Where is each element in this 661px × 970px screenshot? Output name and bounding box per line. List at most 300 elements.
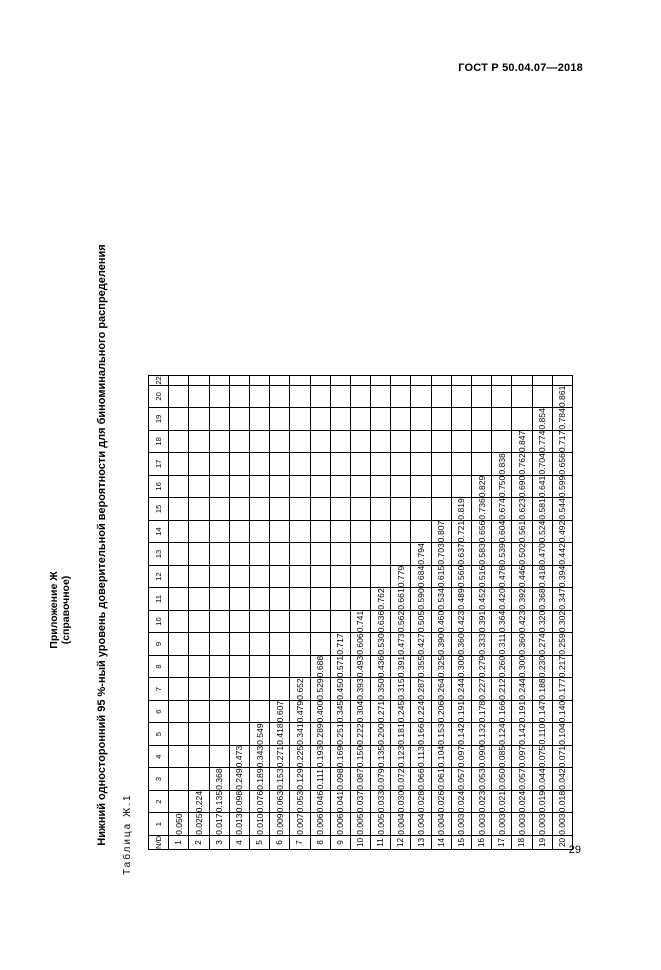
table-cell: 0.690 — [512, 475, 532, 498]
table-row — [512, 376, 532, 850]
table-cell — [290, 475, 310, 498]
table-cell: 0.224 — [189, 790, 209, 813]
table-cell — [189, 768, 209, 791]
table-cell: 0.113 — [411, 745, 431, 768]
table-cell — [451, 453, 471, 476]
column-header: 18 — [149, 430, 169, 453]
table-cell — [209, 610, 229, 633]
table-cell — [512, 376, 532, 385]
table-cell: 0.420 — [492, 588, 512, 611]
table-cell — [431, 430, 451, 453]
table-cell — [169, 498, 189, 521]
table-cell: 0.479 — [290, 700, 310, 723]
table-cell: 0.390 — [431, 633, 451, 656]
table-cell — [169, 408, 189, 431]
table-cell — [451, 376, 471, 385]
table-cell: 0.341 — [290, 723, 310, 746]
table-cell: 0.153 — [431, 723, 451, 746]
page-number: 29 — [568, 844, 581, 856]
table-label: Таблица Ж.1 — [122, 793, 133, 875]
table-cell: 0.774 — [532, 430, 552, 453]
table-cell: 0.189 — [249, 768, 269, 791]
table-cell: 0.098 — [229, 790, 249, 813]
table-cell — [169, 453, 189, 476]
table-cell: 0.140 — [552, 700, 572, 723]
table-cell — [209, 475, 229, 498]
table-cell: 0.019 — [532, 790, 552, 813]
table-cell: 0.360 — [512, 633, 532, 656]
row-header: 4 — [229, 835, 249, 849]
table-cell: 0.104 — [431, 745, 451, 768]
table-cell: 0.391 — [391, 655, 411, 678]
table-cell: 0.581 — [532, 498, 552, 521]
table-cell: 0.741 — [350, 610, 370, 633]
column-header: 22 — [149, 376, 169, 385]
table-cell: 0.007 — [290, 813, 310, 836]
table-cell — [371, 498, 391, 521]
table-cell: 0.072 — [391, 768, 411, 791]
table-cell — [189, 723, 209, 746]
table-cell — [189, 543, 209, 566]
table-row — [371, 376, 391, 850]
table-cell — [270, 565, 290, 588]
table-cell — [189, 655, 209, 678]
table-cell — [249, 543, 269, 566]
appendix-subtitle: (справочное) — [60, 575, 72, 645]
row-header: 20 — [552, 835, 572, 849]
table-cell — [270, 543, 290, 566]
table-cell — [270, 610, 290, 633]
table-cell — [169, 588, 189, 611]
table-cell — [189, 475, 209, 498]
table-cell: 0.493 — [350, 655, 370, 678]
table-cell: 0.026 — [431, 790, 451, 813]
table-cell: 0.604 — [492, 520, 512, 543]
table-cell — [249, 475, 269, 498]
table-cell — [189, 520, 209, 543]
table-cell — [169, 768, 189, 791]
table-cell — [350, 385, 370, 408]
table-cell: 0.717 — [552, 430, 572, 453]
row-header: 18 — [512, 835, 532, 849]
table-cell: 0.025 — [189, 813, 209, 836]
table-cell — [209, 385, 229, 408]
table-cell: 0.473 — [391, 633, 411, 656]
column-header: 15 — [149, 498, 169, 521]
table-cell: 0.571 — [330, 655, 350, 678]
table-cell — [189, 633, 209, 656]
table-cell: 0.854 — [532, 408, 552, 431]
table-cell — [411, 520, 431, 543]
table-cell — [169, 610, 189, 633]
table-cell — [472, 385, 492, 408]
table-cell: 0.271 — [270, 745, 290, 768]
table-cell — [229, 453, 249, 476]
table-cell — [532, 385, 552, 408]
column-header: 5 — [149, 723, 169, 746]
table-cell: 0.005 — [371, 813, 391, 836]
table-cell — [512, 408, 532, 431]
table-cell — [189, 453, 209, 476]
table-cell — [330, 430, 350, 453]
table-cell: 0.050 — [492, 768, 512, 791]
table-cell — [411, 498, 431, 521]
table-cell: 0.147 — [532, 700, 552, 723]
table-cell: 0.037 — [350, 790, 370, 813]
table-cell: 0.003 — [552, 813, 572, 836]
row-header: 8 — [310, 835, 330, 849]
row-header: 2 — [189, 835, 209, 849]
table-cell — [189, 678, 209, 701]
table-cell: 0.033 — [371, 790, 391, 813]
table-body — [169, 376, 573, 850]
table-row — [270, 376, 290, 850]
column-header: 11 — [149, 588, 169, 611]
table-cell — [411, 385, 431, 408]
table-cell: 0.418 — [532, 565, 552, 588]
table-cell: 0.304 — [350, 700, 370, 723]
table-cell — [270, 385, 290, 408]
table-cell — [229, 655, 249, 678]
table-cell: 0.053 — [290, 790, 310, 813]
table-row — [229, 376, 249, 850]
table-cell — [169, 385, 189, 408]
row-header: 3 — [209, 835, 229, 849]
table-cell — [249, 498, 269, 521]
table-row — [169, 376, 189, 850]
table-cell: 0.191 — [512, 700, 532, 723]
table-cell: 0.053 — [472, 768, 492, 791]
table-cell: 0.150 — [350, 745, 370, 768]
table-cell — [290, 610, 310, 633]
table-cell: 0.006 — [310, 813, 330, 836]
table-cell — [330, 453, 350, 476]
table-cell: 0.153 — [270, 768, 290, 791]
table-cell: 0.391 — [472, 610, 492, 633]
standard-code: ГОСТ Р 50.04.07—2018 — [458, 62, 583, 74]
table-cell — [229, 430, 249, 453]
table-cell: 0.181 — [391, 723, 411, 746]
table-cell — [431, 385, 451, 408]
table-cell — [350, 498, 370, 521]
table-cell — [411, 475, 431, 498]
table-cell — [371, 453, 391, 476]
table-cell: 0.560 — [451, 565, 471, 588]
row-header: 5 — [249, 835, 269, 849]
table-cell — [209, 498, 229, 521]
table-cell — [189, 430, 209, 453]
table-cell: 0.300 — [451, 655, 471, 678]
table-cell: 0.075 — [532, 745, 552, 768]
table-cell: 0.079 — [371, 768, 391, 791]
table-title: Нижний односторонний 95 %-ный уровень доверительной вероятности для биноминального распределения — [96, 244, 108, 846]
table-cell: 0.142 — [451, 723, 471, 746]
column-header: 10 — [149, 610, 169, 633]
table-cell — [169, 565, 189, 588]
table-cell — [270, 678, 290, 701]
table-row — [532, 376, 552, 850]
table-cell — [229, 723, 249, 746]
table-cell: 0.489 — [451, 588, 471, 611]
table-cell: 0.057 — [512, 768, 532, 791]
table-cell: 0.090 — [472, 745, 492, 768]
table-cell: 0.549 — [249, 723, 269, 746]
table-cell: 0.132 — [472, 723, 492, 746]
table-cell — [371, 408, 391, 431]
table-cell: 0.502 — [512, 543, 532, 566]
table-cell — [371, 385, 391, 408]
table-cell — [209, 588, 229, 611]
table-cell: 0.762 — [371, 588, 391, 611]
table-cell: 0.041 — [330, 790, 350, 813]
table-cell: 0.200 — [371, 723, 391, 746]
table-cell — [229, 498, 249, 521]
table-cell — [310, 453, 330, 476]
column-header: 16 — [149, 475, 169, 498]
table-cell — [350, 453, 370, 476]
table-cell: 0.347 — [552, 588, 572, 611]
table-cell: 0.010 — [249, 813, 269, 836]
table-cell: 0.023 — [472, 790, 492, 813]
table-cell — [512, 385, 532, 408]
table-row — [209, 376, 229, 850]
table-cell — [310, 498, 330, 521]
table-cell — [290, 385, 310, 408]
table-cell: 0.050 — [169, 813, 189, 836]
table-cell: 0.217 — [552, 655, 572, 678]
table-cell: 0.427 — [411, 633, 431, 656]
table-cell: 0.478 — [492, 565, 512, 588]
table-cell — [270, 498, 290, 521]
table-cell: 0.674 — [492, 498, 512, 521]
table-cell: 0.177 — [552, 678, 572, 701]
table-cell — [270, 655, 290, 678]
table-cell — [391, 453, 411, 476]
row-header: 13 — [411, 835, 431, 849]
row-header: 1 — [169, 835, 189, 849]
table-cell: 0.129 — [290, 768, 310, 791]
table-cell — [209, 430, 229, 453]
table-cell — [209, 700, 229, 723]
table-cell — [310, 543, 330, 566]
table-cell: 0.311 — [492, 633, 512, 656]
table-cell — [169, 655, 189, 678]
table-cell: 0.562 — [391, 610, 411, 633]
table-cell — [472, 430, 492, 453]
table-cell: 0.450 — [330, 678, 350, 701]
table-cell: 0.368 — [532, 588, 552, 611]
table-cell — [371, 475, 391, 498]
table-cell: 0.003 — [451, 813, 471, 836]
column-header: 7 — [149, 678, 169, 701]
table-cell: 0.599 — [552, 475, 572, 498]
table-cell: 0.717 — [330, 633, 350, 656]
table-cell — [229, 678, 249, 701]
table-cell: 0.615 — [431, 565, 451, 588]
table-cell: 0.222 — [350, 723, 370, 746]
table-cell: 0.418 — [270, 723, 290, 746]
table-cell: 0.244 — [512, 678, 532, 701]
table-cell — [169, 723, 189, 746]
column-header: 1 — [149, 813, 169, 836]
table-cell — [229, 385, 249, 408]
table-cell: 0.191 — [451, 700, 471, 723]
table-cell — [330, 520, 350, 543]
table-cell: 0.505 — [411, 610, 431, 633]
table-cell — [270, 408, 290, 431]
table-cell — [391, 475, 411, 498]
table-cell — [431, 475, 451, 498]
binomial-confidence-table — [148, 375, 573, 850]
table-cell — [350, 520, 370, 543]
table-cell — [229, 376, 249, 385]
table-cell — [209, 678, 229, 701]
table-cell: 0.013 — [229, 813, 249, 836]
table-cell — [350, 475, 370, 498]
table-cell — [169, 543, 189, 566]
table-cell — [209, 408, 229, 431]
table-cell — [492, 385, 512, 408]
table-cell: 0.583 — [472, 543, 492, 566]
table-cell — [330, 408, 350, 431]
table-cell: 0.393 — [350, 678, 370, 701]
table-cell — [229, 610, 249, 633]
table-cell: 0.021 — [492, 790, 512, 813]
table-cell: 0.561 — [512, 520, 532, 543]
table-row — [189, 376, 209, 850]
table-cell: 0.087 — [350, 768, 370, 791]
column-header: 19 — [149, 408, 169, 431]
table-row — [472, 376, 492, 850]
table-cell: 0.006 — [330, 813, 350, 836]
table-cell — [371, 565, 391, 588]
table-cell: 0.530 — [371, 633, 391, 656]
table-cell: 0.009 — [270, 813, 290, 836]
table-cell: 0.004 — [391, 813, 411, 836]
column-header: 9 — [149, 633, 169, 656]
table-cell: 0.861 — [552, 385, 572, 408]
table-row — [451, 376, 471, 850]
table-cell: 0.042 — [552, 768, 572, 791]
table-header-row — [149, 376, 169, 850]
table-cell — [290, 520, 310, 543]
table-cell — [270, 588, 290, 611]
table-cell: 0.721 — [451, 520, 471, 543]
table-cell — [209, 520, 229, 543]
table-cell — [249, 565, 269, 588]
table-row — [350, 376, 370, 850]
column-header: 8 — [149, 655, 169, 678]
table-cell — [451, 408, 471, 431]
table-cell: 0.368 — [209, 768, 229, 791]
table-cell — [209, 655, 229, 678]
table-cell — [310, 385, 330, 408]
table-cell: 0.004 — [431, 813, 451, 836]
table-cell — [552, 376, 572, 385]
table-cell: 0.279 — [472, 655, 492, 678]
table-cell — [249, 430, 269, 453]
table-cell — [330, 543, 350, 566]
table-cell — [431, 498, 451, 521]
column-header: 6 — [149, 700, 169, 723]
table-cell — [290, 543, 310, 566]
table-cell — [411, 408, 431, 431]
table-cell: 0.636 — [371, 610, 391, 633]
table-cell: 0.287 — [411, 678, 431, 701]
table-cell: 0.289 — [310, 723, 330, 746]
table-row — [330, 376, 350, 850]
table-cell: 0.188 — [532, 678, 552, 701]
table-cell — [350, 408, 370, 431]
table-cell — [492, 376, 512, 385]
table-cell: 0.274 — [532, 633, 552, 656]
table-cell: 0.044 — [532, 768, 552, 791]
table-cell — [189, 700, 209, 723]
appendix-title: Приложение Ж — [48, 571, 60, 649]
table-cell — [330, 376, 350, 385]
table-cell: 0.212 — [492, 678, 512, 701]
row-header: 19 — [532, 835, 552, 849]
table-cell — [350, 430, 370, 453]
table-cell: 0.750 — [492, 475, 512, 498]
table-cell — [310, 475, 330, 498]
table-cell — [310, 565, 330, 588]
table-cell — [330, 385, 350, 408]
table-cell: 0.394 — [552, 565, 572, 588]
table-cell — [431, 376, 451, 385]
table-cell — [290, 498, 310, 521]
table-cell — [330, 588, 350, 611]
table-cell — [209, 453, 229, 476]
table-cell: 0.003 — [532, 813, 552, 836]
table-cell: 0.251 — [330, 723, 350, 746]
table-cell: 0.343 — [249, 745, 269, 768]
table-row — [391, 376, 411, 850]
table-cell: 0.124 — [492, 723, 512, 746]
table-cell: 0.225 — [290, 745, 310, 768]
column-header: 17 — [149, 453, 169, 476]
table-cell — [290, 633, 310, 656]
table-cell — [391, 543, 411, 566]
table-cell: 0.656 — [472, 520, 492, 543]
table-cell — [249, 633, 269, 656]
table-cell: 0.779 — [391, 565, 411, 588]
table-cell — [330, 565, 350, 588]
table-cell: 0.206 — [431, 700, 451, 723]
table-cell: 0.516 — [472, 565, 492, 588]
column-header: 3 — [149, 768, 169, 791]
table-cell — [391, 408, 411, 431]
row-header: 14 — [431, 835, 451, 849]
table-cell — [290, 655, 310, 678]
table-cell: 0.473 — [229, 745, 249, 768]
column-header: 20 — [149, 385, 169, 408]
table-cell — [350, 588, 370, 611]
table-cell: 0.661 — [391, 588, 411, 611]
table-cell — [431, 453, 451, 476]
table-cell: 0.111 — [310, 768, 330, 791]
table-cell — [310, 376, 330, 385]
table-cell — [270, 633, 290, 656]
table-cell — [189, 408, 209, 431]
table-cell: 0.452 — [472, 588, 492, 611]
table-cell: 0.345 — [330, 700, 350, 723]
table-cell: 0.590 — [411, 588, 431, 611]
table-cell: 0.762 — [512, 453, 532, 476]
table-cell: 0.264 — [431, 678, 451, 701]
table-cell — [189, 385, 209, 408]
table-cell — [310, 408, 330, 431]
